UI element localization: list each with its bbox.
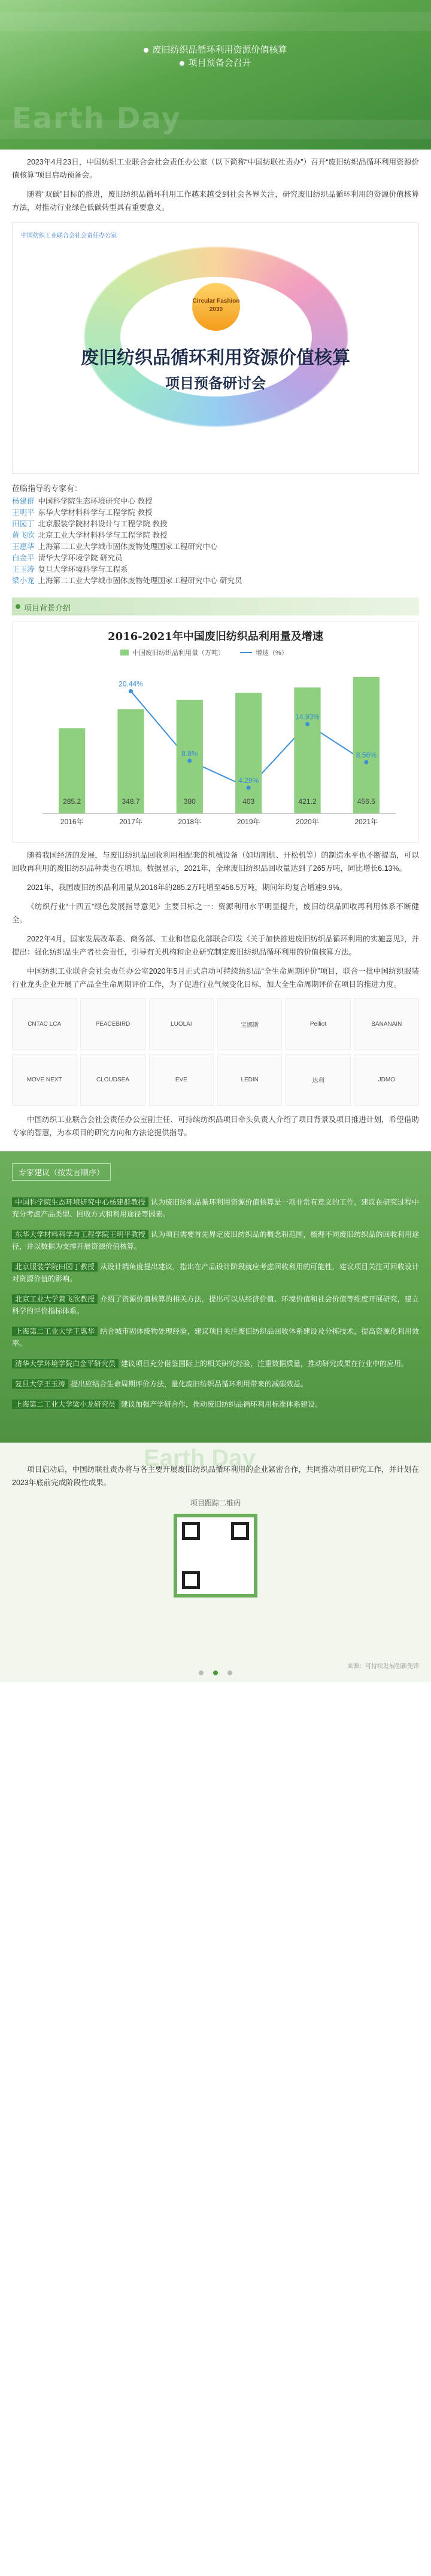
pager-dot[interactable] — [227, 1670, 232, 1675]
expert-name: 黄飞欣 — [12, 531, 35, 539]
experts-list — [0, 496, 431, 587]
banner-watermark: Earth Day — [12, 102, 181, 135]
advice-text: 建议项目充分借鉴国际上的相关研究经验，注重数据质量，推动研究成果在行业中的应用。 — [121, 1359, 409, 1368]
partner-logo: 达利 — [286, 1054, 350, 1106]
advice-item — [12, 1228, 419, 1252]
rate-point — [187, 759, 192, 763]
expert-org: 北京工业大学材料科学与工程学院 教授 — [38, 531, 168, 539]
expert-org: 东华大学材料科学与工程学院 教授 — [38, 508, 153, 517]
partner-logo: CNTAC LCA — [12, 998, 77, 1050]
advice-item — [12, 1293, 419, 1317]
legend-label: 增速（%） — [256, 650, 288, 657]
expert-name: 白金平 — [12, 554, 35, 562]
expert-org: 北京服装学院材料设计与工程学院 教授 — [38, 520, 168, 528]
intro-section — [0, 156, 431, 214]
legend-swatch-bar — [120, 650, 129, 656]
bar-line-chart — [13, 622, 418, 843]
expert-name: 田园丁 — [12, 520, 35, 528]
legend-label: 中国废旧纺织品利用量（万吨） — [132, 650, 224, 657]
bar-value-label: 380 — [183, 797, 196, 806]
expert-org: 上海第二工业大学城市固体废物处理国家工程研究中心 研究员 — [38, 577, 242, 585]
banner-stripe — [0, 12, 431, 31]
section-label: 项目背景介绍 — [24, 603, 71, 612]
advice-speaker: 北京服装学院田园丁教授 — [12, 1262, 98, 1272]
rate-label: 20.44% — [119, 679, 143, 688]
body-paragraph: 随着我国经济的发展，与废旧纺织品回收利用相配套的机械设备（如切割机、开松机等）的制造水平也不断提高，可以回收再利用的废旧纺织品种类也在增加。数据显示，2021年，全球废旧纺织品回收量达到了265万吨，同比增长6.13%。 — [12, 851, 419, 873]
advice-item — [12, 1196, 419, 1220]
poster-org: 中国纺织工业联合会社会责任办公室 — [21, 233, 117, 239]
pager-dot-active[interactable] — [213, 1670, 218, 1675]
intro-paragraph: 2023年4月23日，中国纺织工业联合会社会责任办公室（以下简称“中国纺联社责办”）召开“废旧纺织品循环利用资源价值核算”项目启动预备会。 — [12, 158, 419, 179]
rate-label: 14.93% — [295, 712, 320, 721]
intro-paragraph: 随着“双碳”目标的推进，废旧纺织品循环利用工作越来越受到社会各界关注，研究废旧纺织品循环利用的资源价值核算方法，对推动行业绿色低碳转型具有重要意义。 — [12, 190, 419, 212]
advice-text: 建议加强产学研合作，推动废旧纺织品循环利用标准体系建设。 — [121, 1400, 323, 1409]
expert-item — [12, 496, 419, 507]
poster-badge: Circular Fashion 2030 — [192, 283, 240, 331]
bar-value-label: 285.2 — [63, 797, 81, 806]
x-tick-label: 2019年 — [236, 818, 260, 826]
partner-logo: EVE — [149, 1054, 214, 1106]
partner-logo: CLOUDSEA — [80, 1054, 145, 1106]
qr-code[interactable] — [174, 1514, 257, 1598]
expert-org: 清华大学环境学院 研究员 — [38, 554, 123, 562]
advice-text: 结合城市固体废物处理经验，建议项目关注废旧纺织品回收体系建设及分拣技术，提高资源化利用效率。 — [12, 1327, 419, 1348]
rate-label: 8.56% — [356, 751, 377, 760]
bar-value-label: 456.5 — [357, 797, 375, 806]
bar-value-label: 403 — [242, 797, 255, 806]
expert-item — [12, 530, 419, 541]
banner-title — [0, 43, 431, 69]
expert-org: 上海第二工业大学城市固体废物处理国家工程研究中心 — [38, 542, 218, 551]
expert-item — [12, 541, 419, 553]
banner-line-1: 废旧纺织品循环利用资源价值核算 — [152, 44, 287, 55]
chart-container — [12, 621, 419, 843]
body-paragraph: 中国纺织工业联合会社会责任办公室副主任、可持续纺织品项目牵头负责人介绍了项目背景及项目推进计划，希望借助专家的智慧，为本项目的研究方向和方法论提供指导。 — [12, 1115, 419, 1137]
advice-speaker: 上海第二工业大学梁小龙研究员 — [12, 1400, 119, 1409]
expert-item — [12, 575, 419, 587]
pager-dots — [0, 1667, 431, 1678]
event-poster — [12, 222, 419, 474]
expert-name: 王明平 — [12, 508, 35, 517]
advice-speaker: 复旦大学王玉涛 — [12, 1379, 68, 1389]
expert-item — [12, 553, 419, 564]
advice-item — [12, 1325, 419, 1349]
x-tick-label: 2016年 — [60, 818, 84, 826]
expert-name: 王玉涛 — [12, 565, 35, 574]
partner-logo: BANANAIN — [354, 998, 419, 1050]
dot-icon — [16, 604, 20, 609]
body-section — [0, 849, 431, 991]
partner-logo: MOVE NEXT — [12, 1054, 77, 1106]
rate-label: 4.29% — [238, 776, 259, 785]
expert-org: 复旦大学环境科学与工程系 — [38, 565, 128, 574]
experts-title: 莅临指导的专家有： — [12, 484, 83, 493]
bullet-icon — [180, 61, 184, 66]
section-bar-background — [12, 597, 419, 615]
rate-point — [364, 760, 368, 764]
rate-label: 8.8% — [181, 749, 198, 758]
bar — [353, 677, 380, 813]
footer-paragraph: 项目启动后，中国纺联社责办将与各主要开展废旧纺织品循环利用的企业紧密合作，共同推动项目研究工作，并计划在2023年底前完成阶段性成果。 — [12, 1465, 419, 1487]
partner-logo: Pelliot — [286, 998, 350, 1050]
bar — [294, 687, 320, 813]
advice-text: 介绍了资源价值核算的相关方法，提出可以从经济价值、环境价值和社会价值等维度开展研究，建立科学的评价指标体系。 — [12, 1295, 419, 1315]
expert-name: 杨建群 — [12, 497, 35, 505]
advice-speaker: 中国科学院生态环境研究中心杨建群教授 — [12, 1197, 148, 1207]
rate-point — [129, 689, 133, 693]
advice-text: 认为项目需要首先界定废旧纺织品的概念和范围，梳理不同废旧纺织品的回收利用途径，并以数据为支撑开展资源价值核算。 — [12, 1230, 419, 1251]
x-tick-label: 2020年 — [296, 818, 319, 826]
body-section-2 — [0, 1113, 431, 1139]
qr-label: 项目跟踪二维码 — [190, 1499, 241, 1507]
expert-item — [12, 519, 419, 530]
body-paragraph: 2021年，我国废旧纺织品利用量从2016年的285.2万吨增至456.5万吨，期间年均复合增速9.9%。 — [27, 883, 347, 892]
partner-logos — [12, 998, 419, 1106]
expert-item — [12, 507, 419, 519]
section-label: 专家建议（按发言顺序） — [12, 1163, 111, 1181]
poster-title: 废旧纺织品循环利用资源价值核算 — [81, 347, 350, 368]
advice-item — [12, 1261, 419, 1285]
advice-item — [12, 1378, 419, 1390]
advice-item — [12, 1358, 419, 1370]
partner-logo: 宝娜斯 — [217, 998, 282, 1050]
x-tick-label: 2021年 — [354, 818, 378, 826]
x-tick-label: 2018年 — [178, 818, 202, 826]
advice-speaker: 上海第二工业大学王惠华 — [12, 1327, 98, 1336]
advice-text: 认为废旧纺织品循环利用资源价值核算是一项非常有意义的工作，建议在研究过程中充分考虑产品类型、回收方式和利用途径等因素。 — [12, 1198, 419, 1218]
qr-finder — [231, 1522, 249, 1540]
expert-name: 梁小龙 — [12, 577, 35, 585]
x-tick-label: 2017年 — [119, 818, 142, 826]
body-paragraph: 2022年4月，国家发展改革委、商务部、工业和信息化部联合印发《关于加快推进废旧纺织品循环利用的实施意见》，并提出：强化纺织品生产者社会责任，引导有关机构和企业研究制定废旧纺织品循环利用的价值核算方法。 — [12, 935, 419, 956]
partner-logo: LEDIN — [217, 1054, 282, 1106]
rate-point — [247, 786, 251, 790]
rate-point — [305, 722, 309, 726]
header-banner — [0, 0, 431, 150]
advice-speaker: 东华大学材料科学与工程学院王明平教授 — [12, 1230, 148, 1239]
source-note: 来源：可持续发展创新先锋 — [347, 1663, 419, 1670]
footer — [0, 1443, 431, 1682]
advice-text: 从设计端角度提出建议，指出在产品设计阶段就应考虑回收利用的可能性，建议项目关注可回收设计对资源价值的影响。 — [12, 1263, 419, 1283]
partner-logo: LUOLAI — [149, 998, 214, 1050]
partner-logo: PEACEBIRD — [80, 998, 145, 1050]
bar-value-label: 421.2 — [298, 797, 317, 806]
advice-item — [12, 1398, 419, 1410]
advice-list — [0, 1196, 431, 1410]
expert-name: 王惠华 — [12, 542, 35, 551]
qr-finder — [182, 1571, 200, 1589]
bar-value-label: 348.7 — [122, 797, 140, 806]
advice-speaker: 北京工业大学黄飞欣教授 — [12, 1294, 98, 1304]
expert-advice-panel — [0, 1151, 431, 1443]
pager-dot[interactable] — [199, 1670, 204, 1675]
bullet-icon — [144, 48, 148, 53]
bar — [235, 693, 262, 814]
qr-finder — [182, 1522, 200, 1540]
partner-logo: JDMO — [354, 1054, 419, 1106]
body-paragraph: 《纺织行业“十四五”绿色发展指导意见》主要目标之一：资源利用水平明显提升，废旧纺织品回收再利用体系不断健全。 — [12, 903, 419, 924]
expert-org: 中国科学院生态环境研究中心 教授 — [38, 497, 153, 505]
banner-line-2: 项目预备会召开 — [188, 57, 251, 68]
advice-text: 提出应结合生命周期评价方法，量化废旧纺织品循环利用带来的减碳效益。 — [71, 1380, 308, 1388]
chart-title: 2016-2021年中国废旧纺织品利用量及增速 — [108, 630, 323, 643]
expert-item — [12, 564, 419, 575]
footer-watermark: Earth Day — [144, 1445, 256, 1471]
poster-subtitle: 项目预备研讨会 — [165, 374, 266, 392]
body-paragraph: 中国纺织工业联合会社会责任办公室2020年5月正式启动可持续纺织品“全生命周期评价”项目，联合一批中国纺织服装行业龙头企业开展了产品全生命周期评价工作，为了促进行业气候变化目标，加大全生命周期评价在项目的推进力度。 — [12, 967, 419, 989]
advice-speaker: 清华大学环境学院白金平研究员 — [12, 1359, 119, 1368]
